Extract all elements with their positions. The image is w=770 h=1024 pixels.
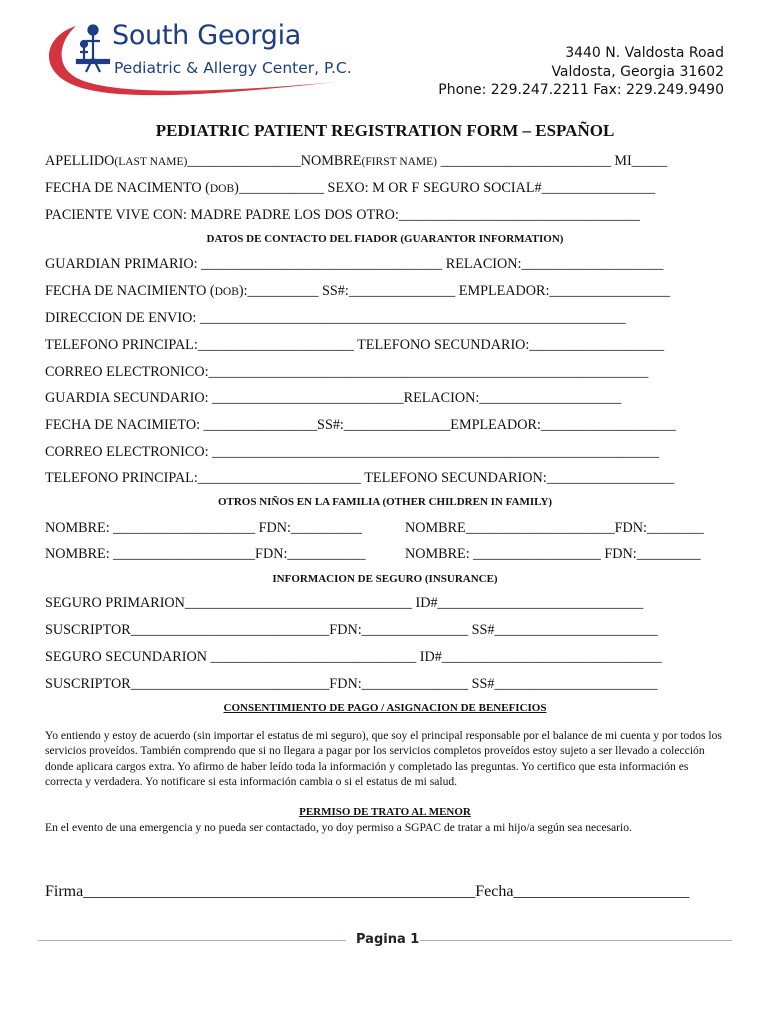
address-phone-fax: Phone: 229.247.2211 Fax: 229.249.9490 [438,82,724,98]
first-name-english: (FIRST NAME) [361,156,438,168]
guardian-dob-line[interactable] [45,282,670,301]
primary-subscriber-line[interactable]: SUSCRIPTOR____________________________FDN:_______________ SS#_______________________ [45,622,658,638]
sex-ssn-field: )____________ SEXO: M OR F SEGURO SOCIAL#________________ [234,180,656,196]
treatment-text: En el evento de una emergencia y no pueda ser contactado, yo doy permiso a SGPAC de tratar a mi hijo/a según sea necesario. [45,821,632,834]
secondary-guardian-line[interactable]: GUARDIA SECUNDARIO: ___________________________RELACION:____________________ [45,390,622,406]
consent-heading: CONSENTIMIENTO DE PAGO / ASIGNACION DE BENEFICIOS [223,702,547,714]
dob-label: FECHA DE NACIMENTO ( [45,180,210,196]
form-title: PEDIATRIC PATIENT REGISTRATION FORM – ESPAÑOL [155,121,615,140]
email-line-2[interactable]: CORREO ELECTRONICO: _______________________________________________________________ [45,444,660,460]
mailing-address-line[interactable]: DIRECCION DE ENVIO: ____________________________________________________________ [45,310,626,326]
email-line-1[interactable]: CORREO ELECTRONICO:______________________________________________________________ [45,364,649,380]
child-3-field[interactable]: NOMBRE: ____________________FDN:___________ [45,546,366,562]
footer-rule-left [38,940,346,941]
first-name-label: ________________NOMBRE [187,153,362,169]
middle-initial-field: ________________________ MI_____ [437,153,668,169]
secondary-insurance-line[interactable]: SEGURO SECUNDARION _____________________________ ID#_______________________________ [45,649,662,665]
children-heading: OTROS NIÑOS EN LA FAMILIA (OTHER CHILDREN IN FAMILY) [217,496,553,508]
guardian-ss-employer-field: ):__________ SS#:_______________ EMPLEADOR:_________________ [238,283,671,299]
patient-lives-with-line[interactable]: PACIENTE VIVE CON: MADRE PADRE LOS DOS OTRO:__________________________________ [45,207,640,223]
patient-name-line[interactable] [45,152,667,171]
page-number: Pagina 1 [356,932,420,947]
logo-subtitle: Pediatric & Allergy Center, P.C. [114,59,352,77]
dob-abbrev: DOB [209,183,235,195]
guardian-dob-label: FECHA DE NACIMIENTO ( [45,283,215,299]
secondary-subscriber-line[interactable]: SUSCRIPTOR____________________________FDN:_______________ SS#_______________________ [45,676,658,692]
secondary-dob-line[interactable]: FECHA DE NACIMIETO: ________________SS#:_______________EMPLEADOR:___________________ [45,417,676,433]
primary-insurance-line[interactable]: SEGURO PRIMARION________________________________ ID#_____________________________ [45,595,644,611]
address-street: 3440 N. Valdosta Road [565,45,724,61]
footer-rule-right [420,940,732,941]
child-4-field[interactable]: NOMBRE: __________________ FDN:_________ [405,546,701,562]
consent-text: Yo entiendo y estoy de acuerdo (sin importar el estatus de mi seguro), que soy el principal responsable por el balance de mi cuenta y por todos los servicios proveídos. También comprendo que si no llegara a pagar por los servicios completos proveídos estoy sujeto a ser llevado a colección donde aplicara cargos extra. Yo afirmo de haber leído toda la información y completado las preguntas. Yo certifico que esta información es correcta y verdadera. Yo notificare si esta información cambia o si el estatus de mi salud. [45,729,722,789]
patient-dob-line[interactable] [45,179,655,198]
treatment-heading: PERMISO DE TRATO AL MENOR [299,806,471,818]
phone-line-1[interactable]: TELEFONO PRINCIPAL:______________________ TELEFONO SECUNDARIO:___________________ [45,337,665,353]
signature-date-line[interactable]: Firma_________________________________________________Fecha______________________ [45,883,690,900]
practice-logo [36,14,356,114]
insurance-heading: INFORMACION DE SEGURO (INSURANCE) [272,573,498,585]
address-city: Valdosta, Georgia 31602 [551,63,724,80]
address-block [438,44,724,100]
last-name-english: (LAST NAME) [114,156,188,168]
last-name-label: APELLIDO [45,153,115,169]
child-1-field[interactable]: NOMBRE: ____________________ FDN:__________ [45,520,362,536]
guardian-dob-abbrev: DOB [214,286,239,298]
phone-line-2[interactable]: TELEFONO PRINCIPAL:_______________________ TELEFONO SECUNDARION:__________________ [45,470,675,486]
guarantor-heading: DATOS DE CONTACTO DEL FIADOR (GUARANTOR INFORMATION) [206,233,564,245]
logo-title: South Georgia [112,20,302,51]
child-2-field[interactable]: NOMBRE_____________________FDN:________ [405,520,704,536]
primary-guardian-line[interactable]: GUARDIAN PRIMARIO: __________________________________ RELACION:____________________ [45,256,664,272]
